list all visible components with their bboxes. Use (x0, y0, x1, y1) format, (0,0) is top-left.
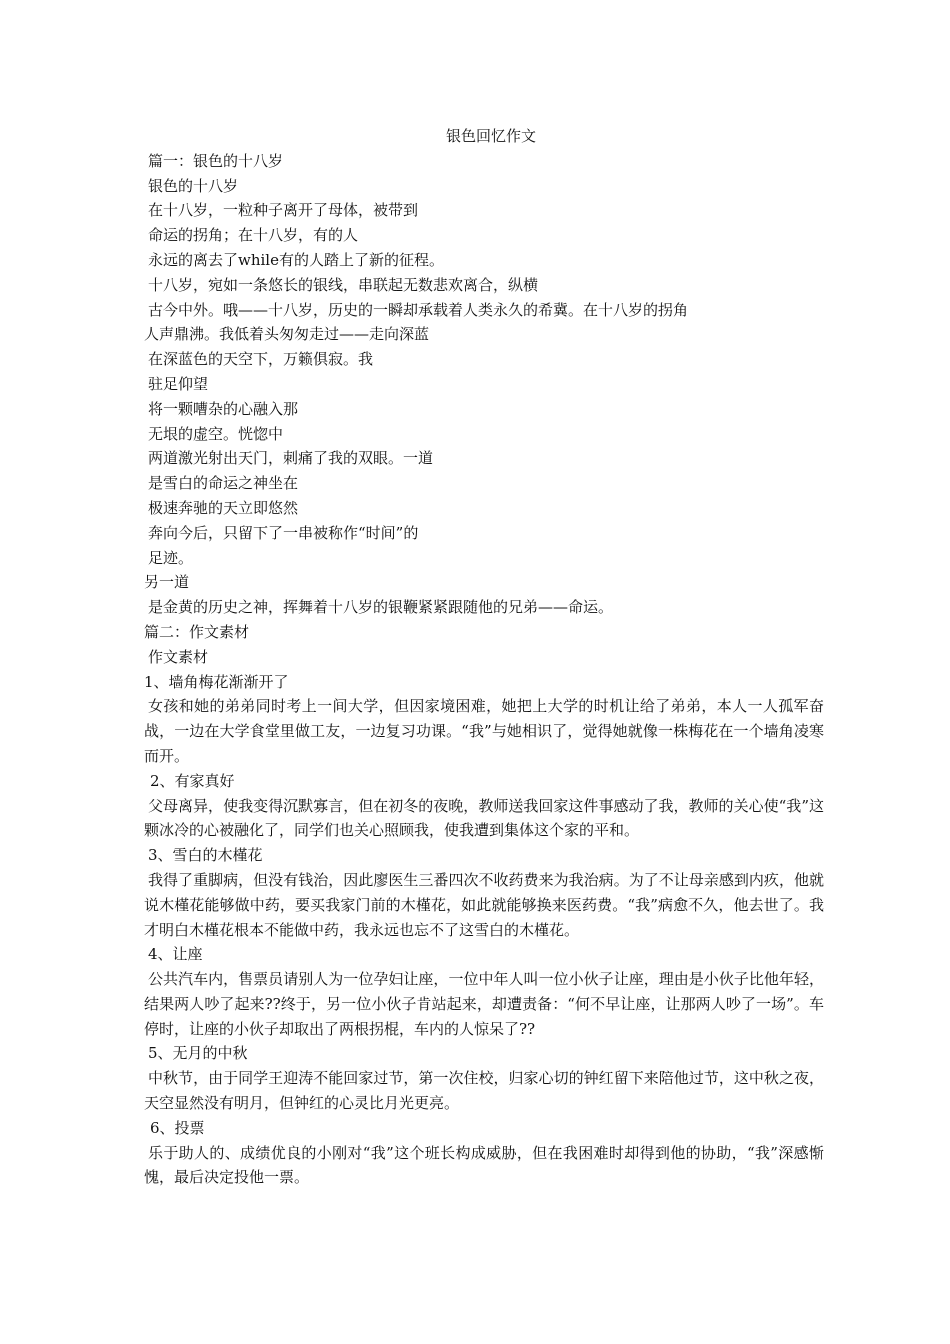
document-body (144, 124, 824, 1190)
text-line: 另一道 (144, 573, 190, 592)
text-line: 是金黄的历史之神，挥舞着十八岁的银鞭紧紧跟随他的兄弟——命运。 (148, 598, 614, 617)
item-heading: 4、让座 (148, 945, 203, 964)
text-line: 十八岁，宛如一条悠长的银线，串联起无数悲欢离合，纵横 (148, 275, 539, 294)
item-paragraph: 公共汽车内，售票员请别人为一位孕妇让座，一位中年人叫一位小伙子让座，理由是小伙子比他年轻，结果两人吵了起来??终于，另一位小伙子肯站起来，却遭责备：“何不早让座，让那两人吵了一场”。车停时，让座的小伙子却取出了两根拐棍，车内的人惊呆了?? (144, 970, 824, 1038)
text-line: 驻足仰望 (148, 374, 209, 393)
item-heading: 2、有家真好 (150, 771, 235, 790)
document-title: 银色回忆作文 (445, 127, 536, 145)
text-line: 极速奔驰的天立即悠然 (148, 498, 299, 517)
text-line: 人声鼎沸。我低着头匆匆走过——走向深蓝 (144, 325, 430, 344)
item-heading: 5、无月的中秋 (148, 1044, 248, 1063)
section-heading: 篇二：作文素材 (144, 622, 250, 641)
item-paragraph: 乐于助人的、成绩优良的小刚对“我”这个班长构成威胁，但在我困难时却得到他的协助，“我”深感惭愧，最后决定投他一票。 (144, 1143, 824, 1187)
text-line: 在十八岁，一粒种子离开了母体，被带到 (148, 201, 419, 220)
text-line: 作文素材 (148, 647, 209, 666)
text-line: 在深蓝色的天空下，万籁俱寂。我 (148, 350, 374, 369)
text-line: 足迹。 (148, 548, 194, 567)
item-heading: 6、投票 (150, 1118, 205, 1137)
text-line: 将一颗嘈杂的心融入那 (148, 399, 299, 418)
item-heading: 3、雪白的木槿花 (148, 846, 263, 865)
text-line: 银色的十八岁 (148, 176, 239, 195)
item-heading: 1、墙角梅花渐渐开了 (144, 672, 289, 691)
text-line: 无垠的虚空。恍惚中 (148, 424, 284, 443)
item-paragraph: 父母离异，使我变得沉默寡言，但在初冬的夜晚，教师送我回家这件事感动了我，教师的关心使“我”这颗冰冷的心被融化了，同学们也关心照顾我，使我遭到集体这个家的平和。 (144, 796, 824, 840)
item-paragraph: 我得了重脚病，但没有钱治，因此廖医生三番四次不收药费来为我治病。为了不让母亲感到内疚，他就说木槿花能够做中药，要买我家门前的木槿花，如此就能够换来医药费。“我”病愈不久，他去世了。我才明白木槿花根本不能做中药，我永远也忘不了这雪白的木槿花。 (144, 870, 824, 939)
text-line: 古今中外。哦——十八岁，历史的一瞬却承载着人类永久的希冀。在十八岁的拐角 (148, 300, 689, 319)
text-line: 是雪白的命运之神坐在 (148, 474, 299, 493)
text-line: 奔向今后，只留下了一串被称作“时间”的 (148, 523, 419, 542)
text-line: 两道激光射出天门，刺痛了我的双眼。一道 (148, 449, 434, 468)
text-line: 篇一：银色的十八岁 (148, 151, 284, 170)
text-line: 命运的拐角；在十八岁，有的人 (148, 226, 359, 245)
text-line: 永远的离去了while有的人踏上了新的征程。 (148, 250, 444, 269)
item-paragraph: 女孩和她的弟弟同时考上一间大学，但因家境困难，她把上大学的时机让给了弟弟，本人一人孤军奋战，一边在大学食堂里做工友，一边复习功课。“我”与她相识了，觉得她就像一株梅花在一个墙角凌寒而开。 (144, 697, 824, 765)
item-paragraph: 中秋节，由于同学王迎涛不能回家过节，第一次住校，归家心切的钟红留下来陪他过节，这中秋之夜，天空显然没有明月，但钟红的心灵比月光更亮。 (144, 1069, 824, 1113)
